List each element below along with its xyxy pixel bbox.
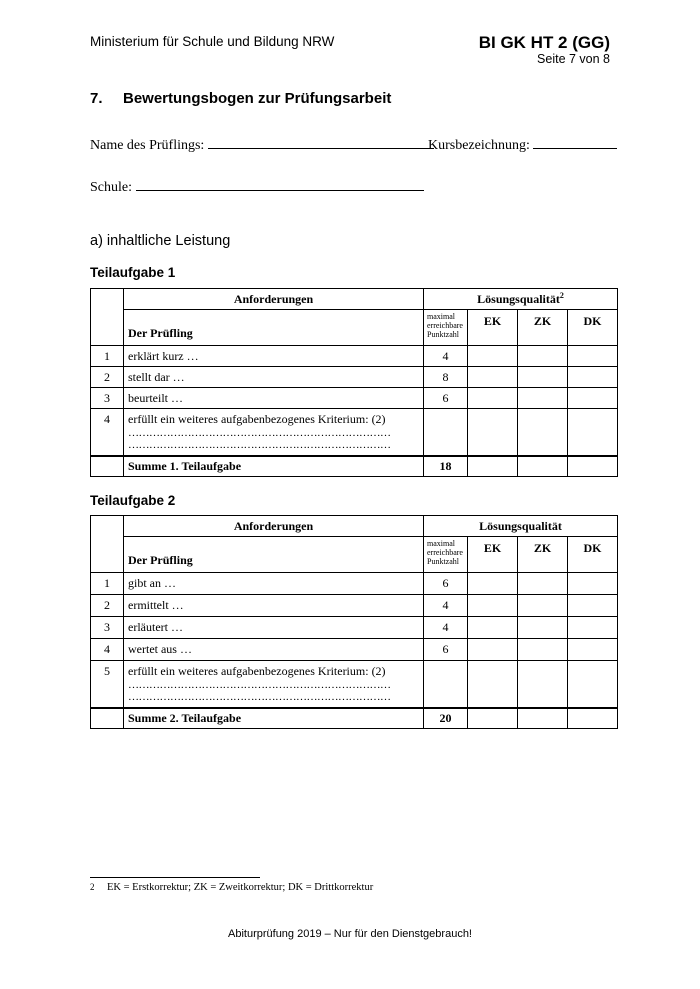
zk-cell[interactable] [518, 661, 568, 708]
pruefling-name-line[interactable] [208, 135, 434, 149]
row-number: 1 [91, 346, 124, 367]
zk-sum-cell[interactable] [518, 708, 568, 729]
page-footer: Abiturprüfung 2019 – Nur für den Dienstgebrauch! [228, 928, 472, 940]
num-header-cell [91, 516, 124, 573]
dk-cell[interactable] [568, 573, 618, 595]
row-text: erfüllt ein weiteres aufgabenbezogenes Kriterium: (2) [128, 664, 386, 678]
zk-cell[interactable] [518, 388, 568, 409]
row-number: 3 [91, 388, 124, 409]
dk-cell[interactable] [568, 388, 618, 409]
ek-cell[interactable] [468, 409, 518, 456]
schule-line[interactable] [136, 177, 424, 191]
row-points: 4 [424, 346, 468, 367]
dk-cell[interactable] [568, 617, 618, 639]
dk-cell[interactable] [568, 639, 618, 661]
zk-cell[interactable] [518, 639, 568, 661]
schule-label: Schule: [90, 180, 132, 195]
ek-cell[interactable] [468, 346, 518, 367]
ek-cell[interactable] [468, 573, 518, 595]
row-number: 4 [91, 409, 124, 456]
dk-cell[interactable] [568, 595, 618, 617]
zk-cell[interactable] [518, 409, 568, 456]
task1-table [90, 288, 618, 477]
num-header-cell [91, 289, 124, 346]
table-row [91, 367, 618, 388]
dotted-line: ………………………………………………………………… [128, 439, 391, 451]
kurs-line[interactable] [533, 135, 617, 149]
sum-label: Summe 2. Teilaufgabe [124, 708, 424, 729]
row-text: stellt dar … [124, 367, 424, 388]
sum-points: 18 [424, 456, 468, 477]
table-row [91, 639, 618, 661]
footnote-number: 2 [90, 882, 95, 892]
sub-heading: a) inhaltliche Leistung [90, 233, 231, 249]
dk-cell[interactable] [568, 409, 618, 456]
ministry-name: Ministerium für Schule und Bildung NRW [90, 34, 335, 49]
row-points: 8 [424, 367, 468, 388]
dk-header: DK [568, 537, 618, 573]
quality-header-text: Lösungsqualität [477, 292, 560, 306]
requirements-header: Anforderungen [124, 289, 424, 310]
row-text: ermittelt … [124, 595, 424, 617]
max-points-header: maximal erreichbare Punktzahl [424, 310, 468, 346]
zk-cell[interactable] [518, 346, 568, 367]
schule-field [90, 177, 424, 196]
dk-sum-cell[interactable] [568, 708, 618, 729]
row-text: erläutert … [124, 617, 424, 639]
kurs-label: Kursbezeichnung: [428, 138, 530, 153]
footnote [90, 882, 373, 893]
zk-cell[interactable] [518, 367, 568, 388]
row-number: 2 [91, 367, 124, 388]
section-number: 7. [90, 90, 103, 107]
table-row [91, 661, 618, 708]
sum-num-cell [91, 456, 124, 477]
row-number: 5 [91, 661, 124, 708]
row-number: 1 [91, 573, 124, 595]
sum-points: 20 [424, 708, 468, 729]
table-row [91, 573, 618, 595]
row-points [424, 661, 468, 708]
row-criterion [124, 661, 424, 708]
pruefling-name-field [90, 135, 434, 154]
ek-cell[interactable] [468, 661, 518, 708]
dk-cell[interactable] [568, 661, 618, 708]
row-text: erfüllt ein weiteres aufgabenbezogenes Kriterium: (2) [128, 412, 386, 426]
zk-sum-cell[interactable] [518, 456, 568, 477]
row-number: 3 [91, 617, 124, 639]
zk-cell[interactable] [518, 617, 568, 639]
row-points: 4 [424, 595, 468, 617]
quality-header [424, 289, 618, 310]
zk-cell[interactable] [518, 595, 568, 617]
table-row [91, 617, 618, 639]
sum-label: Summe 1. Teilaufgabe [124, 456, 424, 477]
footnote-text: EK = Erstkorrektur; ZK = Zweitkorrektur; DK = Drittkorrektur [107, 882, 374, 893]
footnote-marker: 2 [559, 291, 564, 300]
task1-title: Teilaufgabe 1 [90, 265, 176, 280]
footnote-divider [90, 877, 260, 878]
ek-sum-cell[interactable] [468, 456, 518, 477]
row-text: gibt an … [124, 573, 424, 595]
row-text: erklärt kurz … [124, 346, 424, 367]
ek-cell[interactable] [468, 617, 518, 639]
row-points: 6 [424, 639, 468, 661]
pruefling-header: Der Prüfling [124, 310, 424, 346]
row-points: 6 [424, 388, 468, 409]
ek-sum-cell[interactable] [468, 708, 518, 729]
dk-header: DK [568, 310, 618, 346]
exam-code: BI GK HT 2 (GG) [478, 33, 610, 52]
row-points: 4 [424, 617, 468, 639]
requirements-header: Anforderungen [124, 516, 424, 537]
dotted-line: ………………………………………………………………… [128, 679, 391, 691]
ek-cell[interactable] [468, 367, 518, 388]
task2-table [90, 515, 618, 729]
ek-cell[interactable] [468, 595, 518, 617]
row-text: beurteilt … [124, 388, 424, 409]
zk-header: ZK [518, 537, 568, 573]
ek-cell[interactable] [468, 639, 518, 661]
ek-header: EK [468, 537, 518, 573]
ek-header: EK [468, 310, 518, 346]
sum-row [91, 708, 618, 729]
dotted-line: ………………………………………………………………… [128, 691, 391, 703]
dotted-line: ………………………………………………………………… [128, 427, 391, 439]
task2-title: Teilaufgabe 2 [90, 493, 176, 508]
zk-header: ZK [518, 310, 568, 346]
table-row [91, 388, 618, 409]
zk-cell[interactable] [518, 573, 568, 595]
pruefling-header: Der Prüfling [124, 537, 424, 573]
dk-cell[interactable] [568, 346, 618, 367]
section-heading [90, 90, 391, 107]
section-title: Bewertungsbogen zur Prüfungsarbeit [123, 90, 392, 107]
row-points [424, 409, 468, 456]
row-text: wertet aus … [124, 639, 424, 661]
row-criterion [124, 409, 424, 456]
kurs-field [428, 135, 617, 154]
quality-header: Lösungsqualität [424, 516, 618, 537]
row-points: 6 [424, 573, 468, 595]
row-number: 2 [91, 595, 124, 617]
max-points-header: maximal erreichbare Punktzahl [424, 537, 468, 573]
dk-sum-cell[interactable] [568, 456, 618, 477]
table-row [91, 595, 618, 617]
pruefling-label: Name des Prüflings: [90, 138, 205, 153]
ek-cell[interactable] [468, 388, 518, 409]
page-number: Seite 7 von 8 [537, 52, 610, 66]
sum-row [91, 456, 618, 477]
row-number: 4 [91, 639, 124, 661]
table-row [91, 346, 618, 367]
dk-cell[interactable] [568, 367, 618, 388]
table-row [91, 409, 618, 456]
sum-num-cell [91, 708, 124, 729]
